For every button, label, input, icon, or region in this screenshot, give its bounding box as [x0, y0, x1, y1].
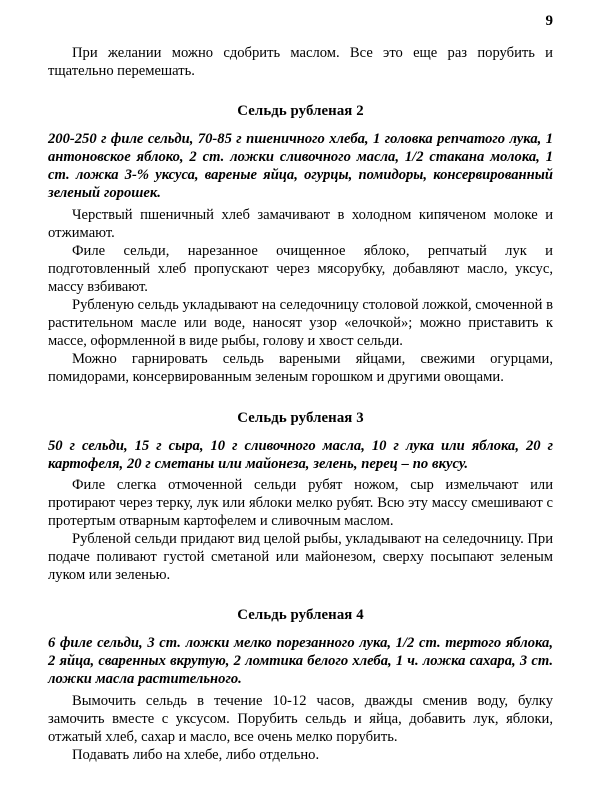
- recipe-paragraph: Филе сельди, нарезанное очищенное яблоко, репчатый лук и подготовленный хлеб пропускают через мясорубку, добавляют масло, уксус, массу взбивают.: [48, 242, 553, 295]
- recipe-section: [48, 387, 553, 585]
- recipe-section: [48, 80, 553, 386]
- recipe-ingredients: 200-250 г филе сельди, 70-85 г пшеничного хлеба, 1 головка репчатого лука, 1 антоновское яблоко, 2 ст. ложки сливочного масла, 1/2 стакана молока, 1 ст. ложка 3-% уксуса, вареные яйца, огурцы, помидоры, консервированный зеленый горошек.: [48, 131, 553, 202]
- recipe-paragraph: Можно гарнировать сельдь вареными яйцами, свежими огурцами, помидорами, консервированным зеленым горошком и другими овощами.: [48, 351, 553, 386]
- recipe-paragraph: Рубленой сельди придают вид целой рыбы, укладывают на селедочницу. При подаче поливают густой сметаной или майонезом, сверху посыпают зеленым луком или зеленью.: [48, 530, 553, 584]
- recipe-heading: Сельдь рубленая 3: [237, 409, 364, 426]
- recipe-heading: Сельдь рубленая 2: [237, 103, 364, 120]
- recipe-ingredients: 6 филе сельди, 3 ст. ложки мелко порезанного лука, 1/2 ст. тертого яблока, 2 яйца, сваренных вкрутую, 2 ломтика белого хлеба, 1 ч. ложка сахара, 3 ст. ложки масла растительного.: [48, 635, 553, 688]
- recipe-paragraph: Вымочить сельдь в течение 10-12 часов, дважды сменив воду, булку замочить вместе с уксусом. Порубить сельдь и яйца, добавить лук, яблоки, отжатый хлеб, сахар и масло, все очень мелко порубить.: [48, 692, 553, 745]
- page-number: 9: [545, 13, 553, 29]
- recipe-paragraph: Подавать либо на хлебе, либо отдельно.: [72, 746, 320, 763]
- spacer: [48, 387, 553, 409]
- intro-paragraph: При желании можно сдобрить маслом. Все это еще раз порубить и тщательно перемешать.: [48, 45, 553, 80]
- spacer: [48, 624, 553, 634]
- spacer: [48, 80, 553, 102]
- page-content: [48, 44, 553, 764]
- recipe-section: [48, 584, 553, 764]
- recipe-paragraph: Филе слегка отмоченной сельди рубят ножом, сыр измельчают или протирают через терку, лук или яблоки мелко рубят. Всю эту массу смешивают с протертым отварным картофелем и сливочным маслом.: [48, 476, 553, 529]
- spacer: [48, 427, 553, 437]
- spacer: [48, 120, 553, 130]
- recipe-heading: Сельдь рубленая 4: [237, 607, 364, 624]
- recipe-ingredients: 50 г сельди, 15 г сыра, 10 г сливочного масла, 10 г лука или яблока, 20 г картофеля, 20 г сметаны или майонеза, зелень, перец – по вкусу.: [48, 437, 553, 472]
- recipe-paragraph: Рубленую сельдь укладывают на селедочницу столовой ложкой, смоченной в растительном масле или воде, наносят узор «елочкой»; можно приставить к массе, оформленной в виде рыбы, голову и хвост сельди.: [48, 297, 553, 350]
- recipe-paragraph: Черствый пшеничный хлеб замачивают в холодном кипяченом молоке и отжимают.: [48, 206, 553, 241]
- spacer: [48, 584, 553, 606]
